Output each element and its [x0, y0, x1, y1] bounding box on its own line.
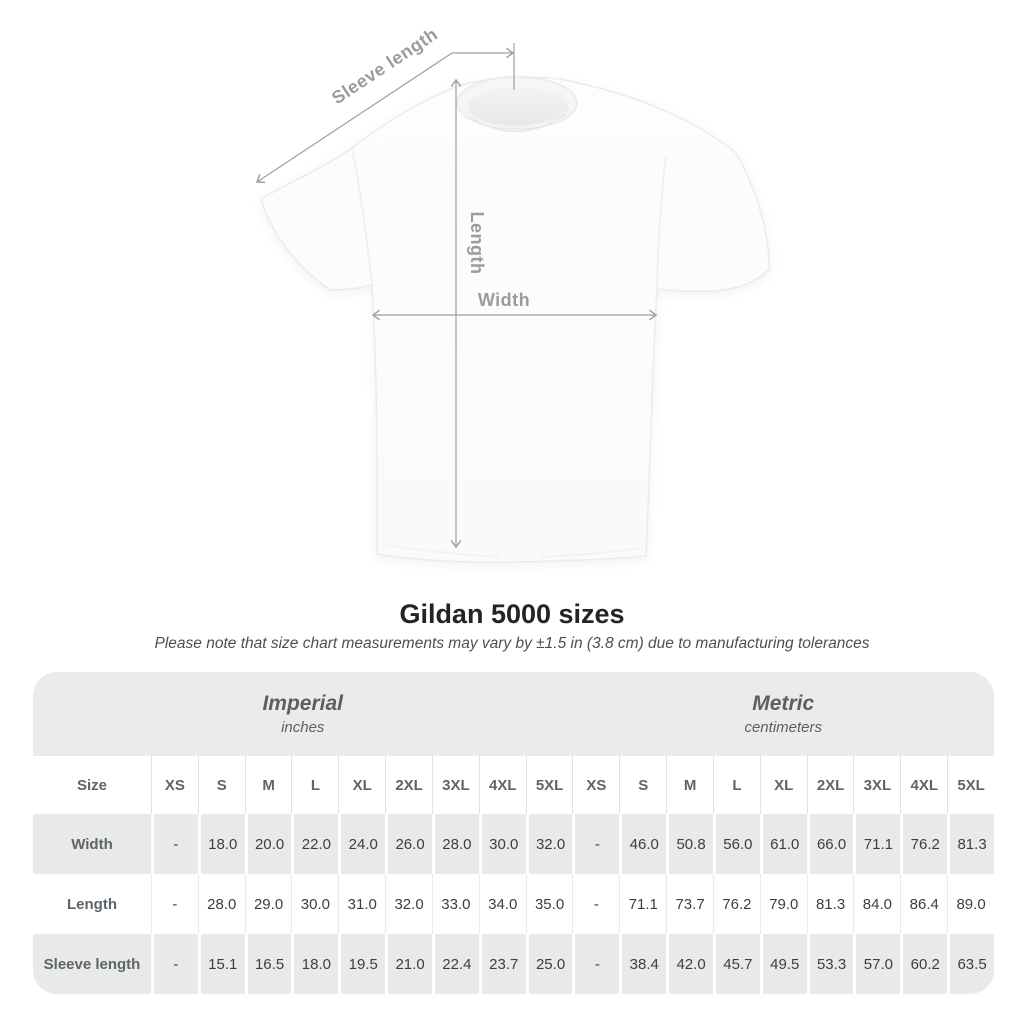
value-cell: 76.2 [900, 814, 947, 874]
size-chart-table [33, 672, 994, 994]
column-header-metric-3xl: 3XL [853, 756, 900, 814]
metric-group-title: Metric [752, 692, 815, 715]
sleeve-length-label: Sleeve length [328, 23, 442, 109]
value-cell: 32.0 [385, 874, 432, 934]
value-cell: 22.0 [291, 814, 338, 874]
value-cell: - [572, 934, 619, 994]
column-header-metric-m: M [666, 756, 713, 814]
value-cell: 81.3 [807, 874, 854, 934]
row-label-length: Length [33, 874, 151, 934]
value-cell: 22.4 [432, 934, 479, 994]
value-cell: 18.0 [198, 814, 245, 874]
value-cell: 46.0 [619, 814, 666, 874]
value-cell: 15.1 [198, 934, 245, 994]
tshirt-illustration [261, 77, 769, 562]
metric-group-subtitle: centimeters [744, 719, 822, 736]
length-label: Length [467, 211, 487, 275]
column-header-imperial-3xl: 3XL [432, 756, 479, 814]
value-cell: 45.7 [713, 934, 760, 994]
value-cell: - [151, 874, 198, 934]
tshirt-outline [261, 77, 769, 562]
value-cell: 89.0 [947, 874, 994, 934]
value-cell: 49.5 [760, 934, 807, 994]
value-cell: 84.0 [853, 874, 900, 934]
value-cell: 35.0 [526, 874, 573, 934]
value-cell: 60.2 [900, 934, 947, 994]
value-cell: 16.5 [245, 934, 292, 994]
value-cell: 76.2 [713, 874, 760, 934]
value-cell: - [151, 934, 198, 994]
imperial-group-title: Imperial [262, 692, 344, 715]
value-cell: 73.7 [666, 874, 713, 934]
column-header-imperial-s: S [198, 756, 245, 814]
value-cell: 53.3 [807, 934, 854, 994]
value-cell: 23.7 [479, 934, 526, 994]
value-cell: - [572, 874, 619, 934]
value-cell: 18.0 [291, 934, 338, 994]
value-cell: 20.0 [245, 814, 292, 874]
value-cell: 81.3 [947, 814, 994, 874]
value-cell: 34.0 [479, 874, 526, 934]
value-cell: 28.0 [432, 814, 479, 874]
value-cell: 29.0 [245, 874, 292, 934]
column-header-metric-s: S [619, 756, 666, 814]
value-cell: 42.0 [666, 934, 713, 994]
column-header-imperial-l: L [291, 756, 338, 814]
value-cell: 21.0 [385, 934, 432, 994]
value-cell: 71.1 [619, 874, 666, 934]
value-cell: 86.4 [900, 874, 947, 934]
value-cell: 50.8 [666, 814, 713, 874]
value-cell: 63.5 [947, 934, 994, 994]
value-cell: 30.0 [479, 814, 526, 874]
value-cell: 25.0 [526, 934, 573, 994]
column-header-metric-xl: XL [760, 756, 807, 814]
value-cell: 26.0 [385, 814, 432, 874]
column-header-metric-4xl: 4XL [900, 756, 947, 814]
column-header-imperial-xl: XL [338, 756, 385, 814]
imperial-group-header [33, 672, 572, 756]
value-cell: 32.0 [526, 814, 573, 874]
value-cell: 38.4 [619, 934, 666, 994]
value-cell: - [572, 814, 619, 874]
column-header-metric-xs: XS [572, 756, 619, 814]
collar-opening [468, 87, 568, 126]
row-label-sleeve-length: Sleeve length [33, 934, 151, 994]
page-title: Gildan 5000 sizes [399, 599, 625, 629]
column-header-imperial-2xl: 2XL [385, 756, 432, 814]
value-cell: 56.0 [713, 814, 760, 874]
width-label: Width [477, 290, 531, 310]
value-cell: 66.0 [807, 814, 854, 874]
metric-group-header [572, 672, 994, 756]
row-label-width: Width [33, 814, 151, 874]
value-cell: - [151, 814, 198, 874]
value-cell: 33.0 [432, 874, 479, 934]
imperial-group-subtitle: inches [281, 719, 325, 736]
value-cell: 30.0 [291, 874, 338, 934]
tolerance-note: Please note that size chart measurements may vary by ±1.5 in (3.8 cm) due to manufacturing tolerances [154, 635, 870, 652]
value-cell: 28.0 [198, 874, 245, 934]
column-header-imperial-xs: XS [151, 756, 198, 814]
column-header-imperial-m: M [245, 756, 292, 814]
value-cell: 24.0 [338, 814, 385, 874]
value-cell: 31.0 [338, 874, 385, 934]
column-header-metric-l: L [713, 756, 760, 814]
column-header-metric-2xl: 2XL [807, 756, 854, 814]
value-cell: 79.0 [760, 874, 807, 934]
column-header-size: Size [33, 756, 151, 814]
value-cell: 19.5 [338, 934, 385, 994]
column-header-metric-5xl: 5XL [947, 756, 994, 814]
value-cell: 71.1 [853, 814, 900, 874]
value-cell: 57.0 [853, 934, 900, 994]
value-cell: 61.0 [760, 814, 807, 874]
column-header-imperial-5xl: 5XL [526, 756, 573, 814]
column-header-imperial-4xl: 4XL [479, 756, 526, 814]
